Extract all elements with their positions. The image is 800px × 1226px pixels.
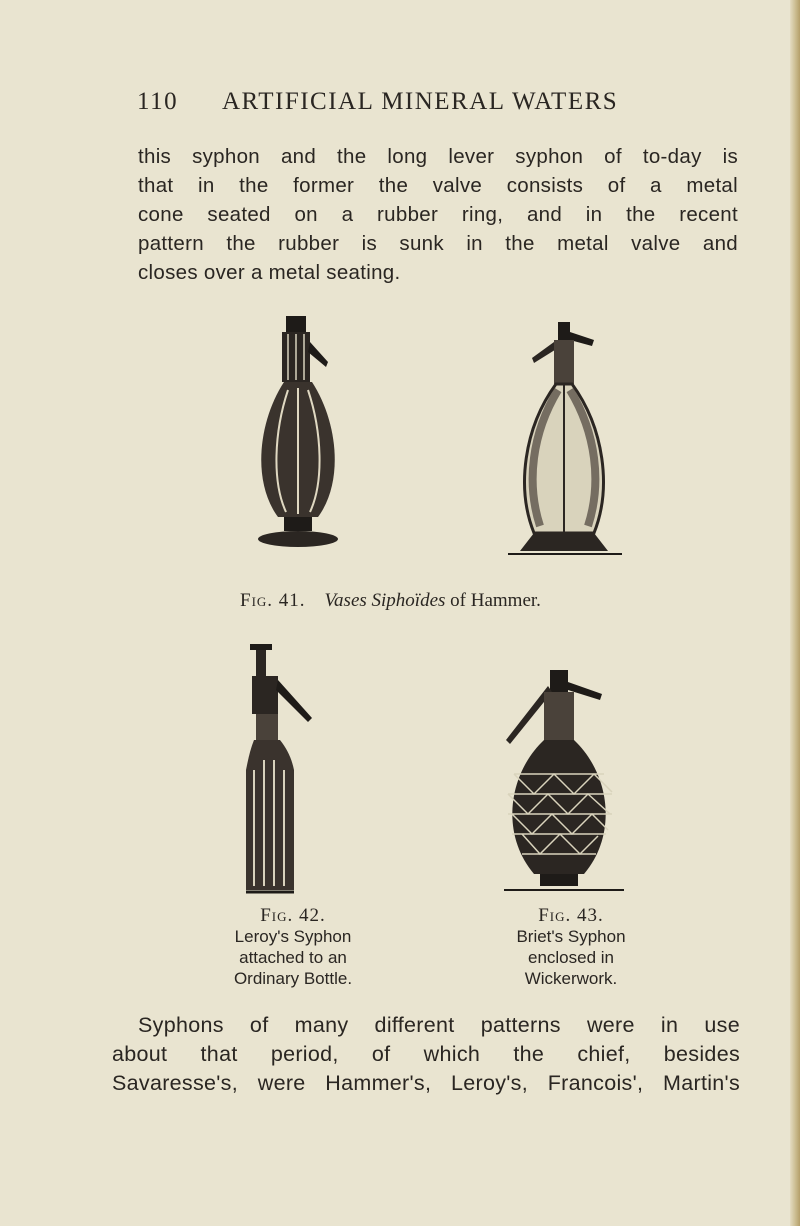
paragraph-line: cone seated on a rubber ring, and in the recent [138, 203, 738, 226]
caption-line: Ordinary Bottle. [233, 969, 353, 988]
figure-43-caption [471, 905, 671, 989]
paragraph-line: this syphon and the long lever syphon of to-day is [138, 145, 738, 168]
figure-42-caption [193, 905, 393, 989]
paragraph-1 [138, 142, 738, 287]
page-number: 110 [137, 88, 179, 115]
figure-41-caption [240, 590, 640, 612]
running-title: ARTIFICIAL MINERAL WATERS [222, 88, 619, 115]
syphon-vase-illustration-right [504, 318, 624, 558]
paragraph-line: closes over a metal seating. [138, 261, 401, 284]
caption-line: Wickerwork. [524, 969, 618, 988]
briet-wicker-syphon-illustration [494, 664, 634, 900]
caption-line: Briet's Syphon [516, 927, 626, 946]
paragraph-line: Savaresse's, were Hammer's, Leroy's, Francois', Martin's [112, 1071, 740, 1095]
paragraph-line: pattern the rubber is sunk in the metal valve and [138, 232, 738, 255]
figure-42-label: Fig. 42. [260, 905, 326, 926]
figure-41-caption-italic: Vases Siphoïdes [324, 590, 446, 611]
caption-line: enclosed in [527, 948, 614, 967]
figure-43-label: Fig. 43. [538, 905, 604, 926]
page-edge [790, 0, 800, 1226]
figure-41-label: Fig. 41. [240, 590, 306, 611]
syphon-vase-illustration-left [248, 312, 348, 552]
figure-41-caption-rest: of Hammer. [450, 590, 541, 611]
paragraph-line: that in the former the valve consists of a metal [138, 174, 738, 197]
paragraph-2 [112, 1011, 740, 1098]
leroy-syphon-bottle-illustration [240, 640, 340, 902]
caption-line: Leroy's Syphon [234, 927, 352, 946]
paragraph-line: Syphons of many different patterns were in use [138, 1013, 740, 1037]
caption-line: attached to an [239, 948, 347, 967]
paragraph-line: about that period, of which the chief, besides [112, 1042, 740, 1066]
